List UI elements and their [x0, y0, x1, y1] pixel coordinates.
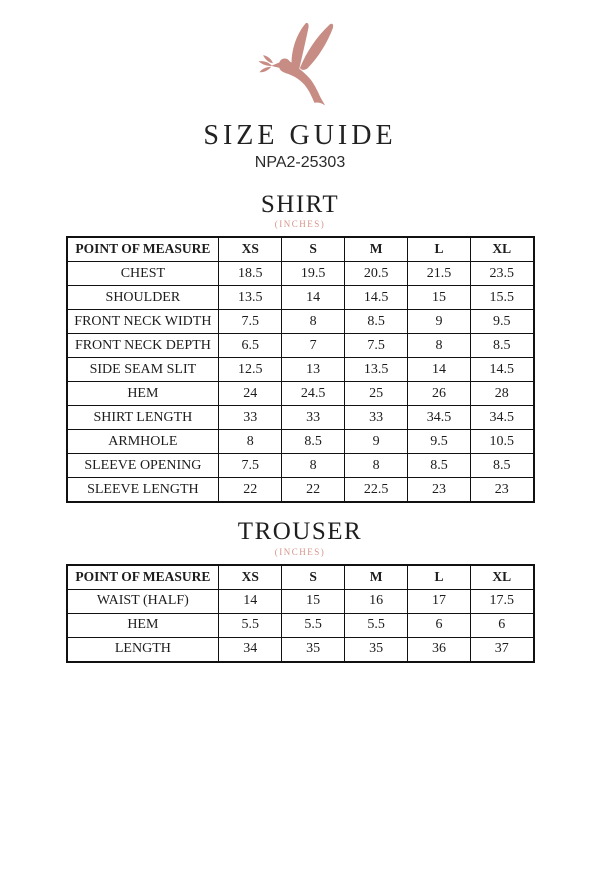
measure-value: 8: [282, 310, 345, 334]
measure-value: 9.5: [471, 310, 534, 334]
measure-value: 16: [345, 589, 408, 613]
measure-value: 22: [219, 478, 282, 503]
column-header-size: S: [282, 565, 345, 590]
measure-value: 7.5: [219, 310, 282, 334]
measure-value: 8.5: [471, 454, 534, 478]
measure-value: 6: [408, 613, 471, 637]
shirt-section-title: SHIRT: [260, 191, 340, 218]
trouser-section-title: TROUSER: [237, 518, 363, 546]
measure-value: 35: [282, 637, 345, 662]
measure-value: 22.5: [345, 478, 408, 503]
measure-label: SHOULDER: [67, 286, 219, 310]
measure-label: SLEEVE OPENING: [67, 454, 219, 478]
measure-value: 9: [408, 310, 471, 334]
column-header-size: XL: [471, 565, 534, 590]
column-header-size: L: [408, 237, 471, 262]
measure-value: 5.5: [282, 613, 345, 637]
table-row: [67, 262, 534, 286]
measure-label: SLEEVE LENGTH: [67, 478, 219, 503]
table-row: [67, 478, 534, 503]
measure-value: 23: [408, 478, 471, 503]
table-row: [67, 358, 534, 382]
measure-label: HEM: [67, 382, 219, 406]
trouser-unit-label: (INCHES): [274, 546, 326, 557]
measure-value: 28: [471, 382, 534, 406]
measure-value: 7: [282, 334, 345, 358]
table-row: [67, 334, 534, 358]
measure-value: 15: [282, 589, 345, 613]
measure-label: LENGTH: [67, 637, 219, 662]
page-title: SIZE GUIDE: [203, 120, 397, 151]
table-row: [67, 454, 534, 478]
measure-value: 6: [471, 613, 534, 637]
measure-value: 24.5: [282, 382, 345, 406]
measure-value: 5.5: [345, 613, 408, 637]
table-row: [67, 286, 534, 310]
measure-value: 36: [408, 637, 471, 662]
measure-value: 12.5: [219, 358, 282, 382]
product-code: NPA2-25303: [254, 154, 346, 171]
measure-value: 8: [408, 334, 471, 358]
measure-value: 8: [219, 430, 282, 454]
column-header-size: L: [408, 565, 471, 590]
table-row: [67, 430, 534, 454]
measure-value: 7.5: [345, 334, 408, 358]
measure-label: CHEST: [67, 262, 219, 286]
measure-value: 7.5: [219, 454, 282, 478]
measure-value: 23: [471, 478, 534, 503]
measure-label: SHIRT LENGTH: [67, 406, 219, 430]
measure-value: 25: [345, 382, 408, 406]
measure-value: 20.5: [345, 262, 408, 286]
measure-value: 21.5: [408, 262, 471, 286]
column-header-size: S: [282, 237, 345, 262]
measure-value: 18.5: [219, 262, 282, 286]
column-header-point-of-measure: POINT OF MEASURE: [67, 237, 219, 262]
column-header-size: XS: [219, 565, 282, 590]
table-row: [67, 637, 534, 662]
measure-value: 10.5: [471, 430, 534, 454]
measure-value: 14.5: [345, 286, 408, 310]
measure-value: 9: [345, 430, 408, 454]
measure-label: SIDE SEAM SLIT: [67, 358, 219, 382]
measure-value: 17: [408, 589, 471, 613]
column-header-size: XS: [219, 237, 282, 262]
table-row: [67, 589, 534, 613]
measure-value: 14: [282, 286, 345, 310]
table-header-row: [67, 237, 534, 262]
shirt-section: [0, 192, 600, 503]
measure-value: 15.5: [471, 286, 534, 310]
measure-value: 24: [219, 382, 282, 406]
measure-value: 13.5: [345, 358, 408, 382]
measure-value: 23.5: [471, 262, 534, 286]
table-row: [67, 406, 534, 430]
measure-value: 19.5: [282, 262, 345, 286]
column-header-size: XL: [471, 237, 534, 262]
measure-value: 17.5: [471, 589, 534, 613]
measure-value: 33: [219, 406, 282, 430]
measure-value: 14.5: [471, 358, 534, 382]
measure-value: 14: [408, 358, 471, 382]
measure-value: 9.5: [408, 430, 471, 454]
table-row: [67, 310, 534, 334]
column-header-point-of-measure: POINT OF MEASURE: [67, 565, 219, 590]
measure-label: WAIST (HALF): [67, 589, 219, 613]
column-header-size: M: [345, 565, 408, 590]
measure-value: 8.5: [345, 310, 408, 334]
measure-value: 33: [345, 406, 408, 430]
measure-value: 8.5: [408, 454, 471, 478]
trouser-size-table: [66, 564, 535, 663]
measure-value: 6.5: [219, 334, 282, 358]
shirt-unit-label: (INCHES): [274, 219, 326, 230]
dove-with-olive-branch-icon: [253, 20, 347, 110]
measure-value: 34: [219, 637, 282, 662]
measure-value: 34.5: [408, 406, 471, 430]
measure-value: 26: [408, 382, 471, 406]
measure-value: 34.5: [471, 406, 534, 430]
measure-value: 5.5: [219, 613, 282, 637]
measure-label: FRONT NECK DEPTH: [67, 334, 219, 358]
measure-value: 14: [219, 589, 282, 613]
table-header-row: [67, 565, 534, 590]
measure-value: 13: [282, 358, 345, 382]
measure-value: 8.5: [471, 334, 534, 358]
measure-value: 33: [282, 406, 345, 430]
brand-logo: [0, 0, 600, 110]
measure-value: 22: [282, 478, 345, 503]
trouser-section: [0, 519, 600, 662]
shirt-size-table: [66, 236, 535, 503]
table-row: [67, 382, 534, 406]
measure-value: 37: [471, 637, 534, 662]
measure-value: 8: [345, 454, 408, 478]
table-row: [67, 613, 534, 637]
measure-value: 15: [408, 286, 471, 310]
measure-label: FRONT NECK WIDTH: [67, 310, 219, 334]
measure-value: 13.5: [219, 286, 282, 310]
measure-value: 8: [282, 454, 345, 478]
measure-label: HEM: [67, 613, 219, 637]
column-header-size: M: [345, 237, 408, 262]
measure-value: 8.5: [282, 430, 345, 454]
measure-value: 35: [345, 637, 408, 662]
measure-label: ARMHOLE: [67, 430, 219, 454]
